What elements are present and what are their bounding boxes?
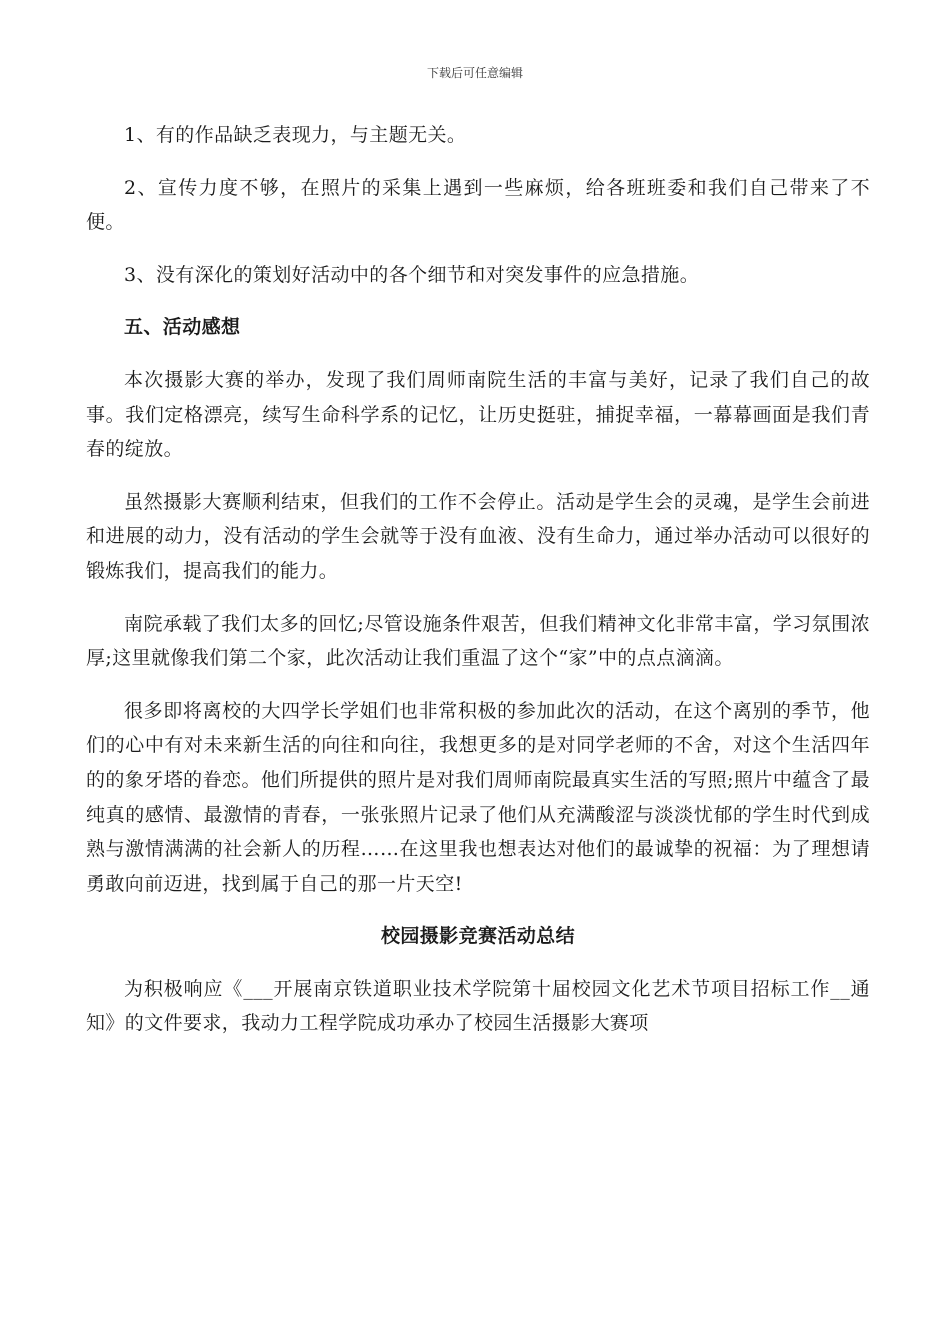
list-item-3: 3、没有深化的策划好活动中的各个细节和对突发事件的应急措施。 — [124, 263, 700, 286]
document-body — [86, 118, 870, 1059]
list-item-1: 1、有的作品缺乏表现力，与主题无关。 — [124, 124, 467, 146]
final-paragraph: 为积极响应《___开展南京铁道职业技术学院第十届校园文化艺术节项目招标工作__通知》的文件要求，我动力工程学院成功承办了校园生活摄影大赛项 — [86, 977, 870, 1035]
paragraph-3: 南院承载了我们太多的回忆;尽管设施条件艰苦，但我们精神文化非常丰富，学习氛围浓厚;这里就像我们第二个家，此次活动让我们重温了这个“家”中的点点滴滴。 — [86, 612, 870, 670]
paragraph-4: 很多即将离校的大四学长学姐们也非常积极的参加此次的活动，在这个离别的季节，他们的心中有对未来新生活的向往和向往，我想更多的是对同学老师的不舍，对这个生活四年的的象牙塔的眷恋。他们所提供的照片是对我们周师南院最真实生活的写照;照片中蕴含了最纯真的感情、最激情的青春，一张张照片记录了他们从充满酸涩与淡淡忧郁的学生时代到成熟与激情满满的社会新人的历程……在这里我也想表达对他们的最诚挚的祝福：为了理想请勇敢向前迈进，找到属于自己的那一片天空! — [86, 699, 870, 895]
paragraph-2: 虽然摄影大赛顺利结束，但我们的工作不会停止。活动是学生会的灵魂，是学生会前进和进展的动力，没有活动的学生会就等于没有血液、没有生命力，通过举办活动可以很好的锻炼我们，提高我们的能力。 — [86, 490, 870, 582]
list-item-2: 2、宣传力度不够，在照片的采集上遇到一些麻烦，给各班班委和我们自己带来了不便。 — [86, 176, 870, 234]
section-heading: 五、活动感想 — [124, 316, 241, 339]
paragraph-1: 本次摄影大赛的举办，发现了我们周师南院生活的丰富与美好，记录了我们自己的故事。我们定格漂亮，续写生命科学系的记忆，让历史挺驻，捕捉幸福，一幕幕画面是我们青春的绽放。 — [86, 368, 870, 461]
document-title: 校园摄影竞赛活动总结 — [380, 925, 575, 948]
page-header-note: 下载后可任意编辑 — [426, 66, 523, 80]
